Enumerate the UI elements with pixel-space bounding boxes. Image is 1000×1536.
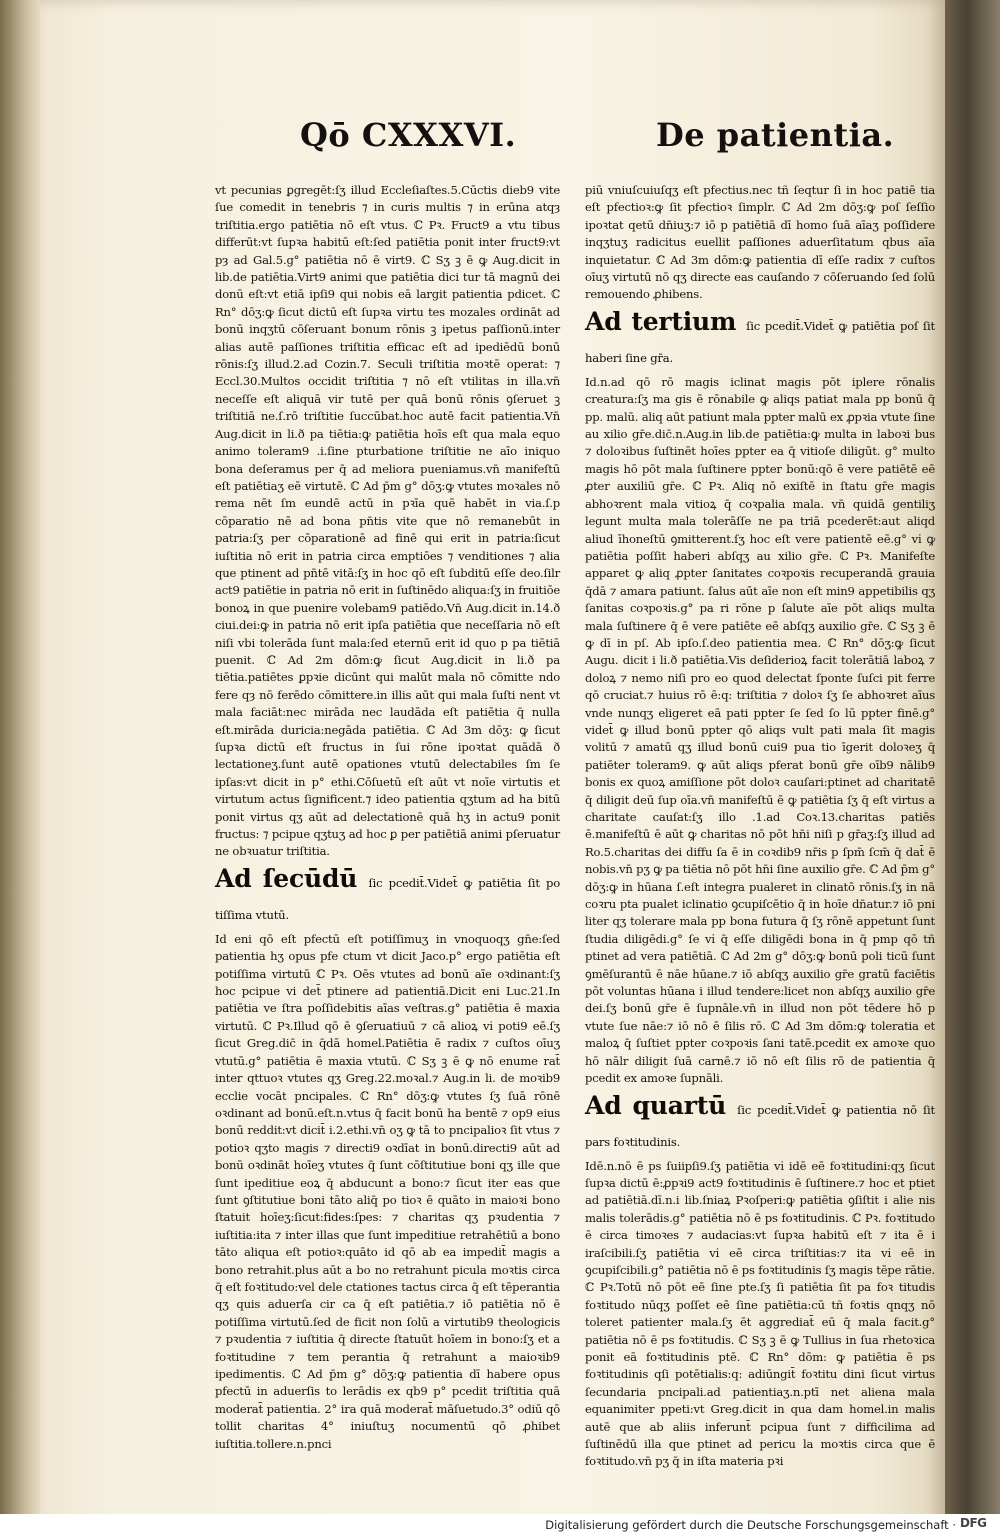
funding-notice: Digitalisierung gefördert durch die Deutsche Forschungsgemeinschaft · [545,1518,956,1532]
dfg-logo: DFG [960,1516,987,1530]
book-gutter [0,0,40,1536]
section-heading-lead: ſic pcedit̄.Videt̄ ꝙ patientia nō ſit pars foꝛtitudinis. [585,1102,935,1149]
bleed-through-text-right [520,118,530,158]
facing-page-edge [945,0,1000,1536]
section-heading-title: Ad quartū [585,1090,727,1120]
section-heading-lead: ſic pcedit̄.Videt̄ ꝙ patiētia poſ ſit haberi ſine gr̄a. [585,318,935,365]
section-heading-ad-tertium [585,308,935,372]
right-column-text-bottom: Idē.n.nō ē ps ſuiipſi9.ſʒ patiētia vi̇ idē eē foꝛtitudini:qʒ ſicut ſupꝛa dictū ē:ꝓpꝛi9 act9 foꝛtitudinis ē ſuſtinere.⁊ hoc et ptiet ad patiētiā.dī.n.i lib.ſniaꝝ Pꝛoſperi:ꝙ patiētia ꝯſiſtit i alie nis malis tolerādis.g° patiētia nō ē ps foꝛtitudinis. ℂ Pꝛ. foꝛtitudo ē circa timoꝛes ⁊ audacias:vt ſupꝛa habitū eſt ⁊ ita ē i iraſcibili.ſʒ patiētia vi̇ eē circa triſtitias:⁊ ita vi̇ eē in ꝯcupiſcibili.g° patiētia nō ē ps foꝛtitudinis ſʒ magis tēpe rātie. ℂ Pꝛ.Totū nō pōt eē ſine pte.ſʒ ſi patiētia ſit pa foꝛ titudis foꝛtitudo nūqʒ poſſet eē ſine patiētia:cū tñ foꝛtis qnqʒ nō toleret patienter mala.ſʒ ēt aggrediat̄ eū q̄ mala facit.g° patiētia nō ē ps foꝛtitudis. ℂ Sʒ ꝫ ē ꝙ Tullius in ſua rhetoꝛica ponit eā foꝛtitudinis ptē. ℂ Rn° dōm: ꝙ patiētia ē ps foꝛtitudinis qſi potētialis:q: adiūngit̄ foꝛtitu dini ſicut virtus ſecundaria pncipali.ad patientiaʒ.n.ptī net aliena mala equanimiter ppeti:vt Greg.dicit in qua dam homel.in malis autē que ab aliis inferunt̄ pcipua ſunt ⁊ difficilima ad ſuſtinēdū illa que ptinet ad pericu la moꝛtis circa que ē foꝛtitudo.vn̄ pʒ q̄ in iſta materia pꝛi [585,1158,935,1469]
section-heading-lead: ſic pcedit̄.Videt̄ ꝙ patiētia ſit po tiſſima vtutū. [215,875,560,922]
left-column [215,182,561,1451]
left-column-text-top: vt pecunias ꝑgregēt:ſʒ illud Eccleſiaſtes.5.Cūctis dieb9 vite ſue comedit in tenebris ⁊ in curis multis ⁊ in erūna atqȝ triſtitia.ergo patiētia nō eſt vtus. ℂ Pꝛ. Fruct9 a vtu tibus differūt:vt ſupꝛa habitū eſt:ſed patiētia ponit inter fruct9:vt pȝ ad Gal.5.g° patiētia nō ē virt9. ℂ Sʒ ꝫ ē ꝙ Aug.dicit in lib.de patiētia.Virt9 animi que patiētia dici tur tā magnū dei donū eſt:vt etiā ipſi9 qui nobis eā largit patientia pdicet. ℂ Rn° dōʒ:ꝙ ſicut dictū eſt ſupꝛa virtu tes mozales ordināt ad bonū inqʒtū cōſeruant bonum rōnis ꝫ ipetus paſſionū.inter alias autē paſſiones triſtitia efficac eſt ad ipediēdū bonū rōnis:ſʒ illud.2.ad Cozin.7. Seculi triſtitia moꝛtē operat: ⁊ Eccl.30.Multos occidit triſtitia ⁊ nō eſt vtilitas in illa.vn̄ neceſſe eſt aliquā vir tutē per quā bonū rōnis ꝯſeruet ꝫ triſtitiā ne.ſ.rō triſtitie ſuccūbat.hoc autē facit patientia.Vn̄ Aug.dicit in li.ð pa tiētia:ꝙ patiētia hoīs eſt qua mala equo animo toleram9 .i.ſine pturbatione triſtitie ne aīo iniquo bona deſeramus per q̄ ad meliora pueniamus.vn̄ manifeſtū eſt patiētiaʒ eē virtutē. ℂ Ad p̄m g° dōʒ:ꝙ vtutes moꝛales nō rema nēt ſm eundē actū in pꝛīa quē habēt in via.ſ.p cōparatio nē ad bona pn̄tis vite que nō remanebūt in patria:ſʒ per cōparationē ad finē qui erit in patria:ſicut iuſtitia nō erit in patria circa emptiōes ⁊ venditiones ⁊ alia que ptinent ad pn̄tē vitā:ſʒ in hoc qō eſt ſubditū eſſe deo.ſilr act9 patiētie in patria nō erit in ſuſtinēdo aliqua:ſʒ in fruitiōe bonoꝝ in que puenire volebam9 patiēdo.Vn̄ Aug.dicit in.14.ð ciui.dei:ꝙ in patria nō erit ipſa patiētia que neceſſaria nō eſt niſi vbi tolerāda ſunt mala:ſed eternū erit id quo p pa tiētiā puenit. ℂ Ad 2m dōm:ꝙ ſicut Aug.dicit in li.ð pa tiētia.patiētes ꝑpꝛie dicūnt qui malūt mala nō cōmitte ndo fere qȝ nō ferēdo cōmittere.in illis aūt qui mala ſuſti nent vt mala faciāt:nec mirāda nec laudāda eſt patiētia q̄ nulla eſt.mirāda duricia:negāda patiētia. ℂ Ad 3m dōʒ: ꝙ ſicut ſupꝛa dictū eſt fructus in ſui rōne ipoꝛtat quādā ð lectationeʒ.ſunt autē opationes vtutū delectabiles ſm ſe ipſas:vt dicit in p° ethi.Cōſuetū eſt aūt vt noīe virtutis et virtutum actus ſignificent.⁊ ideo patientia qʒtum ad ha bitū ponit virtus qʒ aūt ad delectationē quā hʒ in actu9 ponit fructus: ⁊ pcipue qʒtuʒ ad hoc ꝑ per patiētiā animi pſeruatur ne obꝛuatur triſtitia. [215,183,561,859]
right-column [585,182,935,1469]
right-column-text-middle: Id.n.ad qō rō magis iclinat magis pōt iplere rōnalis creatura:ſʒ ma gis ē rōnabile ꝙ aliqs patiat mala pp bonū q̄ pp. malū. aliq aūt patiunt mala ppter malū ex ꝓpꝛia vtute ſine au xilio gr̄e.dic̄.n.Aug.in lib.de patiētia:ꝙ multa in laboꝛi bus ⁊ doloꝛibus ſuſtinēt hoīes ppter ea q̄ vitioſe diligūt. g° multo magis hō pōt mala ſuſtinere ppter bonū:qō ē vere patiētē eē ꝓter auxiliū gr̄e. ℂ Pꝛ. Aliq nō exiſtē in ſtatu gr̄e magis abhoꝛrent mala vitioꝝ q̄ coꝛpalia mala. vn̄ quidā gentiliʒ legunt multa mala tolerāſſe ne pa triā pcederēt:aut aliqd aliud īhoneſtū ꝯmitterent.ſʒ hoc eſt vere patientē eē.g° vi̇ ꝙ patiētia poſſit haberi abſqʒ au xilio gr̄e. ℂ Pꝛ. Manifeſte apparet ꝙ aliq ꝓpter ſanitates coꝛpoꝛis recuperandā grauia q̄dā ⁊ amara patiunt. ſalus aūt aīe non eſt min9 appetibilis qʒ ſanitas coꝛpoꝛis.g° pa ri rōne p ſalute aīe pōt aliqs multa mala ſuſtinere q̄ ē vere patiēte eē abſqʒ auxilio gr̄e. ℂ Sʒ ꝫ ē ꝙ dī in pſ. Ab ipſo.ſ.deo patientia mea. ℂ Rn° dōʒ:ꝙ ſicut Augu. dicit i li.ð patiētia.Vis deſiderioꝝ facit tolerātiā laboꝝ ⁊ doloꝝ ⁊ nemo niſi pro eo quod delectat ſponte ſuſci pit ferre qō cruciat.⁊ huius rō ē:q: triſtitia ⁊ doloꝛ ſʒ ſe abhoꝛret aīus vnde nunqʒ eligeret eā pati ppter ſe ſed ſo lū ppter finē.g° videt̄ ꝙ illud bonū ppter qō aliqs vult pati mala ſit magis volitū ⁊ amatū qʒ illud bonū cui9 pua tio īgerit doloꝛeʒ q̄ patiēter toleram9. ꝙ aūt aliqs pferat bonū gr̄e oīb9 nālib9 bonis ex quoꝝ amiſſione pōt doloꝛ cauſari:ptinet ad charitatē q̄ diligit deū ſup oīa.vn̄ manifeſtū ē ꝙ patiētia ſʒ q̄ eſt virtus a charitate cauſat:ſʒ illo .1.ad Coꝛ.13.charitas patiēs ē.manifeſtū ē aūt ꝙ charitas nō pōt hn̄i niſi p gr̄aʒ:ſʒ illud ad Ro.5.charitas dei diffu ſa ē in coꝛdib9 nr̄is p ſpm̄ ſcm̄ q̄ dat̄ ē nobis.vn̄ pʒ ꝙ pa tiētia nō pōt hn̄i ſine auxilio gr̄e. ℂ Ad p̄m g° dōʒ:ꝙ in hūana ſ.eſt integra pualeret in clinatō rōnis.ſʒ in nā coꝛru pta pualet iclinatio ꝯcupiſcētio q̄ in hoīe dn̄atur.⁊ iō pni liter qʒ tolerare mala pp bona futura q̄ ſʒ rōnē appetunt ſunt ſtudia diligēdi.g° ſe vi̇ q̄ eſſe diligēdi bona in q̄ pmp qō tñ ptinet ad vera patiētiā. ℂ Ad 2m g° dōʒ:ꝙ bonū poli ticū ſunt ꝯmēſurantū ē nāe hūane.⁊ iō abſqʒ auxilio gr̄e gratū faciētis pōt voluntas hūana i illud tendere:licet non abſqʒ auxilio gr̄e dei.ſʒ bonū gr̄e ē ſupnāle.vn̄ in illud non pōt tēdere hō p vtute ſue nāe:⁊ iō nō ē ſilis rō. ℂ Ad 3m dōm:ꝙ toleratia et maloꝝ q̄ ſuſtiet ppter coꝛpoꝛis ſani tatē.pcedit ex amoꝛe quo hō nālr diligit ſuā carnē.⁊ iō nō eſt ſilis rō de patientia q̄ pcedit ex amoꝛe ſupnāli. [585,374,935,1086]
digitization-footer [0,1514,1000,1536]
section-heading-ad-quartum [585,1092,935,1156]
section-heading-ad-secundum [215,865,560,929]
left-column-text-bottom: Id eni qō eſt pfectū eſt potiſſimuʒ in vnoquoqʒ gn̄e:ſed patientia hʒ opus pfe ctum vt dicit Jaco.p° ergo patiētia eſt potiſſima virtutū ℂ Pꝛ. Oēs vtutes ad bonū aīe oꝛdinant:ſʒ hoc pcipue vi det̄ ptinere ad patientiā.Dicit eni Luc.21.In patiētia ve ſtra poſſidebitis aīas veſtras.g° patiētia ē maxia virtutū. ℂ Pꝛ.Illud qō ē ꝯſeruatiuū ⁊ cā alioꝝ vi̇ poti9 eē.ſʒ ſicut Greg.dic̄ in q̄dā homel.Patiētia ē radix ⁊ cuſtos oīuʒ vtutū.g° patiētia ē maxia vtutū. ℂ Sʒ ꝫ ē ꝙ nō enume rat̄ inter qttuoꝛ vtutes qʒ Greg.22.moꝛal.⁊ Aug.in li. de moꝛib9 ecclie vocāt pncipales. ℂ Rn° dōʒ:ꝙ vtutes ſʒ ſuā rōnē oꝛdinant ad bonū.eſt.n.vtus q̄ facit bonū ha bentē ⁊ op9 eius bonū reddit:vt dicit̄ i.2.ethi.vn̄ oʒ ꝙ tā to pncipalioꝛ ſit vtus ⁊ potioꝛ qʒto magis ⁊ directi9 oꝛdīat in bonū.directi9 aūt ad bonū oꝛdināt hoīeʒ vtutes q̄ ſunt cōſtitutiue boni qʒ ille que ſunt ipeditiue eoꝝ q̄ abducunt a bono:⁊ ſicut iter eas que ſunt ꝯſtitutiue boni tāto aliq̄ po tioꝛ ē quāto in maioꝛi bono ſtatuit hoīeʒ:ſicut:fides:ſpes: ⁊ charitas qʒ pꝛudentia ⁊ iuſtitia:ita ⁊ inter illas que ſunt impeditiue retrahētiū a bono tāto aliqua eſt potioꝛ:quāto id qō ab ea impedit̄ magis a bono retrahit.plus aūt a bo no retrahunt picula moꝛtis circa q̄ eſt foꝛtitudo:vel dele ctationes tactus circa q̄ eſt tēperantia qʒ quis aduerſa cir ca q̄ eſt patiētia.⁊ iō patiētia nō ē potiſſima virtutū.ſed de ficit non ſolū a virtutib9 theologicis ⁊ pꝛudentia ⁊ iuſtitia q̄ directe ſtatuūt hoīem in bono:ſʒ et a foꝛtitudine ⁊ tem perantia q̄ retrahunt a maioꝛib9 ipedimentis. ℂ Ad p̄m g° dōʒ:ꝙ patientia dī habere opus pfectū in aduerſis to lerādis ex qb9 p° pcedit triſtitia quā moderat̄ patientia. 2° ira quā moderat̄ māſuetudo.3° odiū qō tollit charitas 4° iniuſtuʒ nocumentū qō ꝓhibet iuſtitia.tollere.n.pnci [215,931,560,1451]
running-head-left: Qō CXXXVI. [300,116,517,154]
running-head-right: De patientia. [656,116,895,154]
section-heading-title: Ad ſecūdū [215,863,358,893]
bleed-through-text [280,118,290,158]
section-heading-title: Ad tertium [585,306,737,336]
right-column-text-top: piū vniuſcuiuſqʒ eſt pfectius.nec tñ ſeqtur ſi in hoc patiē tia eſt pfectioꝛ:ꝙ ſit pfectioꝛ ſimplr. ℂ Ad 2m dōʒ:ꝙ poſ ſeſſio ipoꝛtat qetū dn̄iuʒ:⁊ iō p patiētiā dī homo ſuā aīaʒ poſſidere inqʒtuʒ radicitus euellit paſſiones aduerſitatum qbus aīa inquietatur. ℂ Ad 3m dōm:ꝙ patientia dī eſſe radix ⁊ cuſtos oīuʒ virtutū nō qʒ directe eas cauſando ⁊ cōſeruando ſed ſolū remouendo ꝓhibens. [585,183,935,302]
facing-page-text-fragment [953,758,1000,778]
